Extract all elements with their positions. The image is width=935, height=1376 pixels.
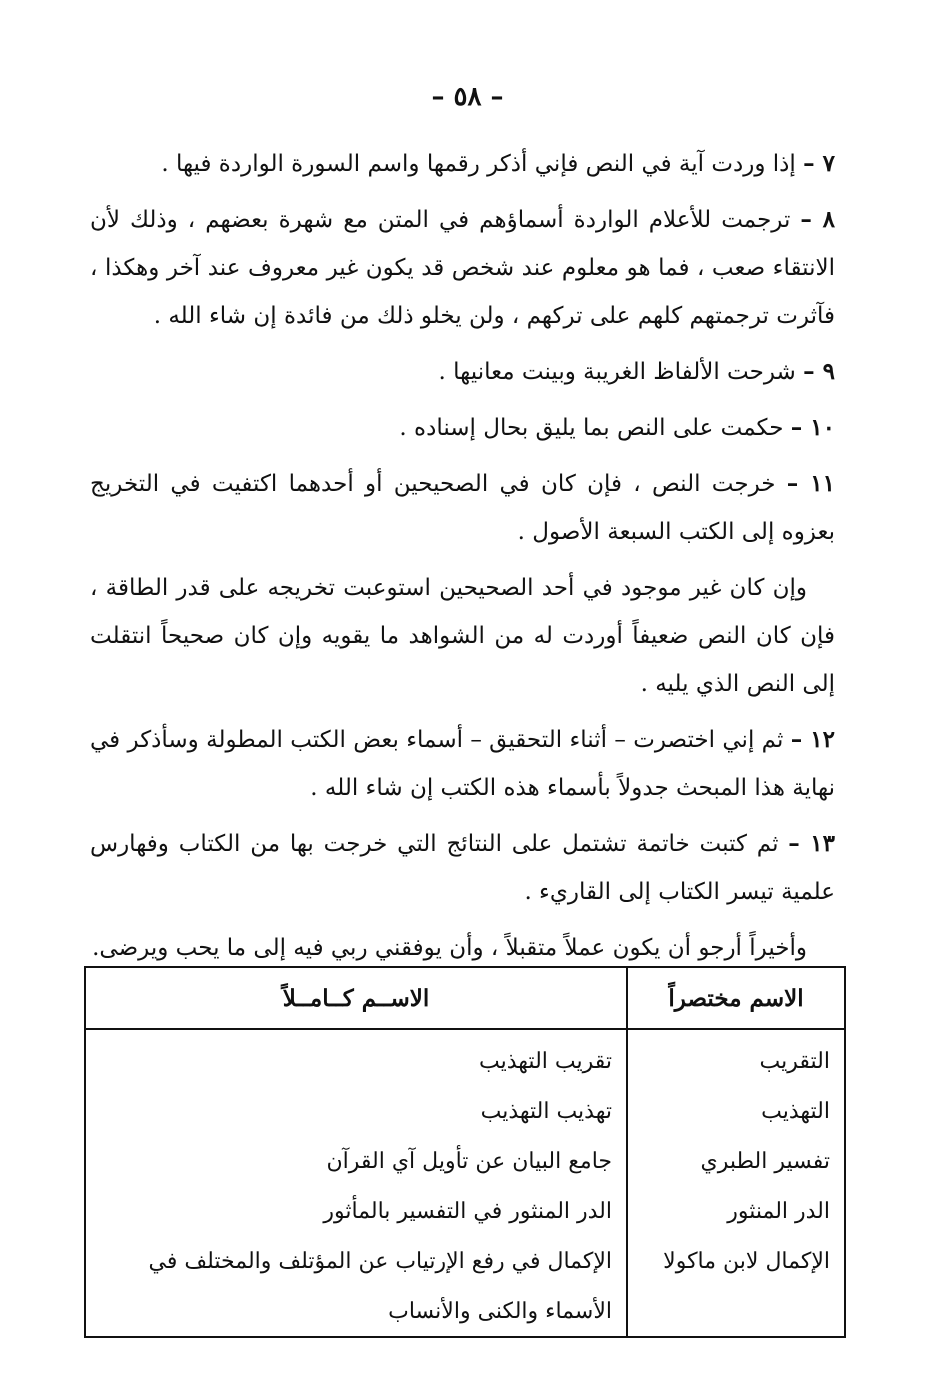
item-number: ١٣ – bbox=[788, 830, 835, 857]
item-8 bbox=[90, 196, 835, 340]
header-short-name: الاسم مختصراً bbox=[627, 967, 845, 1029]
item-text: ثم إني اختصرت – أثناء التحقيق – أسماء بعض الكتب المطولة وسأذكر في نهاية هذا المبحث جدولاً بأسماء هذه الكتب إن شاء الله . bbox=[90, 727, 835, 801]
item-text: خرجت النص ، فإن كان في الصحيحين أو أحدهما اكتفيت في التخريج بعزوه إلى الكتب السبعة الأصول . bbox=[90, 471, 835, 545]
table-row bbox=[85, 1136, 845, 1186]
table-row bbox=[85, 1086, 845, 1136]
item-13 bbox=[90, 820, 835, 916]
full-name-cell: تهذيب التهذيب bbox=[480, 1098, 612, 1124]
short-name-cell: التقريب bbox=[627, 1029, 845, 1086]
table-row bbox=[85, 1029, 845, 1086]
item-10 bbox=[90, 404, 835, 452]
short-name-cell: الدر المنثور bbox=[627, 1186, 845, 1236]
short-name-cell: الإكمال لابن ماكولا bbox=[627, 1236, 845, 1286]
item-text: وإن كان غير موجود في أحد الصحيحين استوعبت تخريجه على قدر الطاقة ، فإن كان النص ضعيفاً أوردت له من الشواهد ما يقويه وإن كان صحيحاً انتقلت إلى النص الذي يليه . bbox=[90, 575, 835, 697]
item-number: ٩ – bbox=[803, 358, 835, 385]
table-header-row bbox=[85, 967, 845, 1029]
page-number: – ٥٨ – bbox=[431, 82, 504, 112]
item-text: ثم كتبت خاتمة تشتمل على النتائج التي خرجت بها من الكتاب وفهارس علمية تيسر الكتاب إلى القاريء . bbox=[90, 831, 835, 905]
item-number: ١٠ – bbox=[790, 414, 835, 441]
item-text: إذا وردت آية في النص فإني أذكر رقمها واسم السورة الواردة فيها . bbox=[161, 151, 796, 177]
item-7 bbox=[90, 140, 835, 188]
item-number: ٨ – bbox=[800, 206, 835, 233]
abbreviations-table-wrapper bbox=[84, 966, 846, 1338]
table-row bbox=[85, 1286, 845, 1337]
item-11-continuation bbox=[90, 564, 835, 708]
item-text: حكمت على النص بما يليق بحال إسناده . bbox=[399, 415, 784, 441]
item-12 bbox=[90, 716, 835, 812]
item-number: ١١ – bbox=[786, 470, 836, 497]
full-name-cell: الدر المنثور في التفسير بالمأثور bbox=[323, 1198, 612, 1224]
short-name-cell: تفسير الطبري bbox=[627, 1136, 845, 1186]
item-11 bbox=[90, 460, 835, 556]
body-text bbox=[90, 140, 835, 980]
item-text: ترجمت للأعلام الواردة أسماؤهم في المتن مع شهرة بعضهم ، وذلك لأن الانتقاء صعب ، فما هو معلوم عند شخص قد يكون غير معروف عند آخر وهكذا ، فآثرت ترجمتهم كلهم على تركهم ، ولن يخلو ذلك من فائدة إن شاء الله . bbox=[90, 207, 835, 329]
header-full-name: الاســم كــامــلاً bbox=[85, 967, 627, 1029]
full-name-cell: جامع البيان عن تأويل آي القرآن bbox=[326, 1148, 612, 1174]
abbreviations-table bbox=[84, 966, 846, 1338]
item-text: وأخيراً أرجو أن يكون عملاً متقبلاً ، وأن يوفقني ربي فيه إلى ما يحب ويرضى. bbox=[92, 935, 807, 961]
table-row bbox=[85, 1236, 845, 1286]
item-text: شرحت الألفاظ الغريبة وبينت معانيها . bbox=[438, 359, 796, 385]
item-number: ٧ – bbox=[803, 150, 835, 177]
item-9 bbox=[90, 348, 835, 396]
table-row bbox=[85, 1186, 845, 1236]
full-name-cell: تقريب التهذيب bbox=[479, 1048, 612, 1074]
short-name-cell: التهذيب bbox=[627, 1086, 845, 1136]
full-name-cell: الأسماء والكنى والأنساب bbox=[388, 1298, 612, 1324]
short-name-cell bbox=[627, 1286, 845, 1337]
full-name-cell: الإكمال في رفع الإرتياب عن المؤتلف والمختلف في bbox=[148, 1248, 612, 1274]
item-number: ١٢ – bbox=[790, 726, 835, 753]
closing-paragraph bbox=[90, 924, 835, 972]
